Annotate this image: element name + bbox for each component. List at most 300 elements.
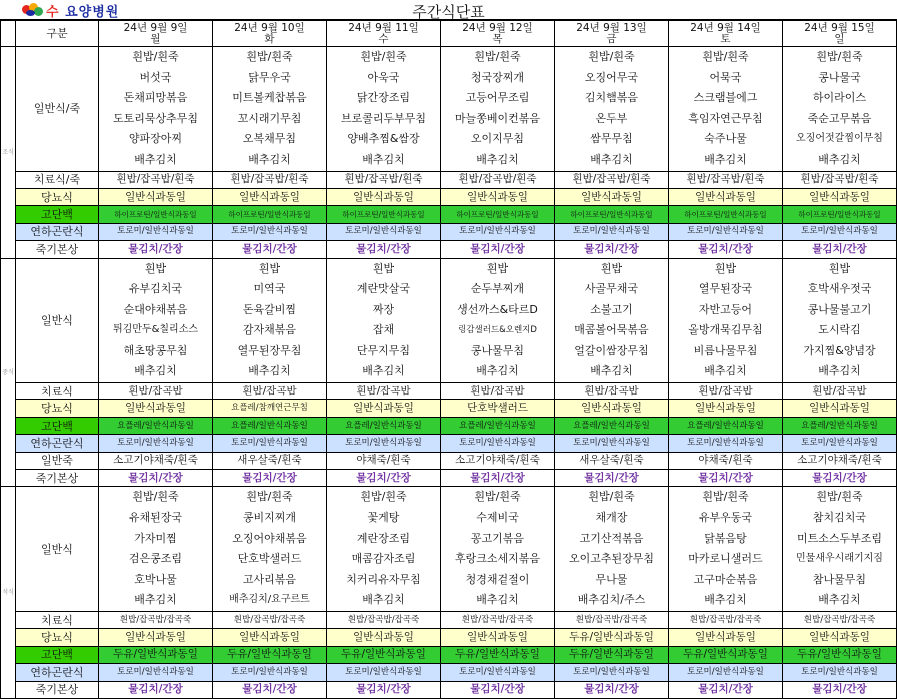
diet-value: 요플레/참깨연근무침 — [213, 400, 327, 417]
menu-item: 배추김치 — [704, 593, 747, 607]
diet-value: 물김치/간장 — [669, 241, 783, 258]
diet-value: 물김치/간장 — [441, 470, 555, 487]
diet-label: 고단백 — [16, 646, 99, 663]
diet-label: 죽기본상 — [16, 241, 99, 258]
diet-value: 흰밥/잡곡밥/흰죽 — [441, 171, 555, 188]
menu-item: 배추김치 — [476, 593, 519, 607]
menu-item: 도시락김 — [818, 323, 861, 337]
diet-value: 요플레/일반식과동일 — [783, 417, 897, 434]
menu-item: 오이고추된장무침 — [568, 552, 654, 566]
diet-value: 토로미/일반식과동일 — [783, 664, 897, 681]
menu-cell — [441, 487, 555, 612]
diet-value: 하이프로틴/일반식과동일 — [669, 206, 783, 223]
meal-side-mark: 조식 — [1, 47, 16, 259]
menu-item: 올방개묵김무침 — [688, 323, 763, 337]
day-header — [99, 21, 213, 47]
diet-value: 흰밥/잡곡밥/잡곡죽 — [441, 611, 555, 628]
diet-value: 토로미/일반식과동일 — [555, 664, 669, 681]
page-title: 주간식단표 — [412, 3, 485, 21]
menu-item: 미역국 — [253, 282, 286, 296]
menu-item: 열무된장국 — [698, 282, 753, 296]
menu-item: 흰밥/흰죽 — [702, 50, 749, 63]
diet-label: 치료식 — [16, 383, 99, 400]
diet-value: 흰밥/잡곡밥/잡곡죽 — [555, 611, 669, 628]
menu-item: 배추김치 — [248, 152, 291, 166]
diet-value: 단호박샐러드 — [441, 400, 555, 417]
menu-item: 유채된장국 — [128, 511, 183, 525]
diet-value: 흰밥/잡곡밥 — [555, 383, 669, 400]
lunch-diet-row — [1, 383, 897, 400]
day-of-week: 월 — [150, 32, 161, 45]
day-header — [441, 21, 555, 47]
menu-item: 꽁고기볶음 — [470, 531, 525, 545]
day-of-week: 수 — [378, 32, 389, 45]
menu-item: 닭간장조림 — [356, 91, 411, 105]
diet-value: 두유/일반식과동일 — [327, 646, 441, 663]
day-date: 24년 9월 14일 — [690, 22, 761, 34]
breakfast-diet-row — [1, 241, 897, 258]
dinner-main-row — [1, 487, 897, 612]
menu-item: 하이라이스 — [812, 91, 867, 105]
menu-item: 오징어야채볶음 — [232, 531, 307, 545]
menu-item: 순대야채볶음 — [123, 302, 188, 316]
diet-value: 일반식과동일 — [99, 400, 213, 417]
menu-item: 배추김치 — [476, 364, 519, 378]
diet-label: 당뇨식 — [16, 629, 99, 646]
diet-value: 물김치/간장 — [555, 241, 669, 258]
diet-value: 흰밥/잡곡밥/잡곡죽 — [669, 611, 783, 628]
diet-value: 토로미/일반식과동일 — [555, 223, 669, 240]
diet-value: 토로미/일반식과동일 — [327, 223, 441, 240]
diet-value: 토로미/일반식과동일 — [99, 664, 213, 681]
diet-value: 물김치/간장 — [441, 681, 555, 698]
day-date: 24년 9월 12일 — [462, 22, 533, 34]
menu-item: 오복채무침 — [242, 132, 297, 146]
diet-value: 물김치/간장 — [669, 470, 783, 487]
menu-item: 흑임자연근무침 — [688, 111, 763, 125]
diet-value: 물김치/간장 — [783, 681, 897, 698]
menu-item: 무나물 — [595, 572, 628, 586]
diet-value: 두유/일반식과동일 — [555, 646, 669, 663]
diet-value: 일반식과동일 — [327, 629, 441, 646]
diet-value: 야채죽/흰죽 — [327, 452, 441, 469]
menu-item: 흰밥/흰죽 — [132, 490, 179, 504]
diet-value: 흰밥/잡곡밥/흰죽 — [669, 171, 783, 188]
menu-item: 숙주나물 — [704, 132, 747, 146]
menu-cell — [555, 258, 669, 383]
diet-value: 일반식과동일 — [669, 629, 783, 646]
menu-item: 매콤볼어묵볶음 — [574, 323, 649, 337]
diet-value: 하이프로틴/일반식과동일 — [441, 206, 555, 223]
menu-item: 배추김치 — [476, 152, 519, 166]
menu-item: 닭무우국 — [248, 70, 291, 84]
menu-item: 흰밥 — [714, 261, 737, 275]
menu-item: 돈육갈비찜 — [242, 302, 297, 316]
day-of-week: 금 — [606, 32, 617, 45]
menu-item: 배추김치 — [134, 593, 177, 607]
menu-item: 죽순고무볶음 — [807, 111, 872, 125]
diet-value: 흰밥/잡곡밥 — [783, 383, 897, 400]
diet-label: 당뇨식 — [16, 188, 99, 205]
menu-item: 흰밥/흰죽 — [246, 490, 293, 504]
menu-item: 흰밥/흰죽 — [588, 50, 635, 63]
diet-value: 토로미/일반식과동일 — [669, 223, 783, 240]
diet-value: 새우살죽/흰죽 — [213, 452, 327, 469]
menu-item: 흰밥/흰죽 — [474, 490, 521, 504]
menu-item: 잡채 — [372, 323, 395, 337]
diet-value: 물김치/간장 — [783, 241, 897, 258]
diet-value: 흰밥/잡곡밥/흰죽 — [555, 171, 669, 188]
day-of-week: 일 — [834, 32, 845, 45]
diet-value: 소고기야채죽/흰죽 — [441, 452, 555, 469]
diet-value: 두유/일반식과동일 — [441, 646, 555, 663]
gubun-header: 구분 — [16, 21, 99, 47]
day-header — [327, 21, 441, 47]
diet-value: 일반식과동일 — [555, 188, 669, 205]
diet-value: 일반식과동일 — [441, 188, 555, 205]
diet-value: 토로미/일반식과동일 — [99, 223, 213, 240]
diet-value: 흰밥/잡곡밥 — [213, 383, 327, 400]
diet-value: 일반식과동일 — [441, 629, 555, 646]
menu-cell — [669, 258, 783, 383]
lunch-main-row — [1, 258, 897, 383]
menu-cell — [99, 47, 213, 172]
menu-item: 생선까스&타르D — [457, 302, 538, 316]
side-mark — [1, 21, 16, 47]
menu-cell — [555, 487, 669, 612]
diet-value: 물김치/간장 — [327, 241, 441, 258]
menu-item: 오징어젓갈찜이무침 — [796, 133, 883, 145]
menu-item: 단무지무침 — [356, 343, 411, 357]
menu-item: 배추김치 — [704, 364, 747, 378]
diet-value: 물김치/간장 — [783, 470, 897, 487]
dinner-diet-row — [1, 664, 897, 681]
menu-item: 흰밥 — [486, 261, 509, 275]
menu-item: 콩나물국 — [818, 70, 861, 84]
diet-label: 당뇨식 — [16, 400, 99, 417]
menu-item: 열무된장무침 — [237, 343, 302, 357]
menu-item: 마늘쫑베이컨볶음 — [454, 111, 540, 125]
diet-value: 두유/일반식과동일 — [669, 646, 783, 663]
dinner-diet-row — [1, 611, 897, 628]
page-header — [0, 0, 897, 20]
menu-item: 흰밥/흰죽 — [132, 50, 179, 63]
diet-value: 물김치/간장 — [99, 681, 213, 698]
menu-item: 고구마순볶음 — [693, 572, 758, 586]
day-header — [213, 21, 327, 47]
menu-item: 배추김치 — [362, 593, 405, 607]
menu-item: 튀김만두&칠리소스 — [112, 324, 199, 336]
diet-value: 물김치/간장 — [213, 470, 327, 487]
diet-value: 하이프로틴/일반식과동일 — [213, 206, 327, 223]
diet-value: 토로미/일반식과동일 — [441, 435, 555, 452]
menu-item: 양파장아찌 — [128, 132, 183, 146]
menu-item: 배추김치/주스 — [577, 593, 646, 607]
diet-value: 일반식과동일 — [327, 188, 441, 205]
diet-value: 일반식과동일 — [99, 629, 213, 646]
menu-item: 검은콩조림 — [128, 552, 183, 566]
menu-item: 스크램블에그 — [693, 91, 758, 105]
menu-item: 매콤감자조림 — [351, 552, 416, 566]
day-of-week: 화 — [264, 32, 275, 45]
diet-value: 일반식과동일 — [669, 188, 783, 205]
menu-item: 흰밥/흰죽 — [246, 50, 293, 63]
diet-value: 흰밥/잡곡밥 — [669, 383, 783, 400]
menu-item: 해초땅콩무침 — [123, 343, 188, 357]
menu-item: 배추김치 — [818, 152, 861, 166]
menu-item: 꼬시래기무침 — [237, 111, 302, 125]
menu-item: 청국장찌개 — [470, 70, 525, 84]
dinner-diet-row — [1, 646, 897, 663]
diet-value: 흰밥/잡곡밥 — [441, 383, 555, 400]
diet-value: 요플레/일반식과동일 — [213, 417, 327, 434]
diet-value: 흰밥/잡곡밥/흰죽 — [327, 171, 441, 188]
menu-item: 흰밥/흰죽 — [816, 490, 863, 504]
breakfast-main-row — [1, 47, 897, 172]
lunch-diet-row — [1, 470, 897, 487]
diet-value: 일반식과동일 — [327, 400, 441, 417]
menu-cell — [327, 487, 441, 612]
menu-cell — [99, 258, 213, 383]
diet-label: 고단백 — [16, 417, 99, 434]
menu-item: 온두부 — [595, 111, 628, 125]
menu-item: 링감샐러드&오렌지D — [458, 325, 537, 336]
menu-item: 유부우동국 — [698, 511, 753, 525]
diet-value: 물김치/간장 — [555, 681, 669, 698]
diet-value: 토로미/일반식과동일 — [441, 664, 555, 681]
diet-value: 두유/일반식과동일 — [99, 646, 213, 663]
menu-item: 흰밥 — [828, 261, 851, 275]
diet-value: 하이프로틴/일반식과동일 — [99, 206, 213, 223]
day-header — [669, 21, 783, 47]
meal-side-mark: 석식 — [1, 487, 16, 699]
dinner-diet-row — [1, 629, 897, 646]
menu-cell — [669, 47, 783, 172]
menu-item: 콩나물무침 — [470, 343, 525, 357]
menu-item: 흰밥/흰죽 — [474, 50, 521, 63]
menu-item: 채개장 — [595, 511, 628, 525]
diet-value: 흰밥/잡곡밥/흰죽 — [99, 171, 213, 188]
diet-value: 두유/일반식과동일 — [555, 629, 669, 646]
menu-item: 계란장조림 — [356, 531, 411, 545]
menu-item: 흰밥 — [144, 261, 167, 275]
diet-value: 일반식과동일 — [783, 629, 897, 646]
menu-item: 후랑크소세지볶음 — [454, 552, 540, 566]
menu-item: 비름나물무침 — [693, 343, 758, 357]
diet-value: 요플레/일반식과동일 — [441, 417, 555, 434]
diet-value: 흰밥/잡곡밥 — [99, 383, 213, 400]
menu-item: 도토리묵상추무침 — [112, 111, 198, 125]
menu-cell — [327, 47, 441, 172]
diet-value: 일반식과동일 — [555, 400, 669, 417]
logo-text: 수 요양병원 — [46, 4, 120, 20]
day-header — [555, 21, 669, 47]
menu-cell — [99, 487, 213, 612]
diet-value: 물김치/간장 — [669, 681, 783, 698]
menu-item: 배추김치 — [362, 364, 405, 378]
lunch-diet-row — [1, 435, 897, 452]
meal-side-mark: 중식 — [1, 258, 16, 487]
menu-cell — [327, 258, 441, 383]
breakfast-diet-row — [1, 188, 897, 205]
diet-label: 일반죽 — [16, 452, 99, 469]
lunch-diet-row — [1, 400, 897, 417]
diet-value: 일반식과동일 — [783, 188, 897, 205]
diet-label: 죽기본상 — [16, 681, 99, 698]
diet-value: 두유/일반식과동일 — [213, 646, 327, 663]
menu-item: 배추김치 — [704, 152, 747, 166]
diet-value: 물김치/간장 — [555, 470, 669, 487]
menu-item: 흰밥/흰죽 — [816, 50, 863, 63]
menu-item: 배추김치 — [248, 364, 291, 378]
diet-value: 토로미/일반식과동일 — [327, 664, 441, 681]
day-of-week: 토 — [720, 32, 731, 45]
lunch-diet-row — [1, 417, 897, 434]
menu-item: 사골무채국 — [584, 282, 639, 296]
diet-value: 흰밥/잡곡밥/잡곡죽 — [213, 611, 327, 628]
menu-item: 흰밥 — [258, 261, 281, 275]
menu-item: 고등어무조림 — [465, 91, 530, 105]
menu-item: 민물새우시래기지짐 — [796, 553, 883, 565]
lunch-diet-row — [1, 452, 897, 469]
diet-value: 토로미/일반식과동일 — [669, 435, 783, 452]
menu-cell — [555, 47, 669, 172]
menu-item: 고기산적볶음 — [579, 531, 644, 545]
diet-value: 토로미/일반식과동일 — [669, 664, 783, 681]
diet-value: 요플레/일반식과동일 — [555, 417, 669, 434]
menu-item: 계란맛살국 — [356, 282, 411, 296]
diet-value: 요플레/일반식과동일 — [99, 417, 213, 434]
diet-label: 치료식/죽 — [16, 171, 99, 188]
diet-value: 흰밥/잡곡밥/잡곡죽 — [327, 611, 441, 628]
menu-item: 돈채피망볶음 — [123, 91, 188, 105]
diet-value: 하이프로틴/일반식과동일 — [783, 206, 897, 223]
menu-cell — [213, 487, 327, 612]
diet-value: 토로미/일반식과동일 — [555, 435, 669, 452]
diet-value: 하이프로틴/일반식과동일 — [555, 206, 669, 223]
menu-item: 호박나물 — [134, 572, 177, 586]
diet-value: 일반식과동일 — [213, 629, 327, 646]
meal-main-label: 일반식/죽 — [16, 47, 99, 172]
diet-value: 물김치/간장 — [327, 470, 441, 487]
menu-item: 호박새우젓국 — [807, 282, 872, 296]
menu-item: 어묵국 — [709, 70, 742, 84]
menu-item: 배추김치 — [590, 364, 633, 378]
menu-item: 참나물무침 — [812, 572, 867, 586]
menu-item: 가자미찜 — [134, 531, 177, 545]
diet-label: 연하곤란식 — [16, 664, 99, 681]
diet-value: 토로미/일반식과동일 — [213, 223, 327, 240]
diet-label: 죽기본상 — [16, 470, 99, 487]
menu-item: 흰밥/흰죽 — [702, 490, 749, 504]
meal-main-label: 일반식 — [16, 258, 99, 383]
menu-item: 꽃게탕 — [367, 511, 400, 525]
diet-value: 야채죽/흰죽 — [669, 452, 783, 469]
diet-label: 연하곤란식 — [16, 223, 99, 240]
menu-item: 흰밥 — [372, 261, 395, 275]
menu-item: 흰밥 — [600, 261, 623, 275]
breakfast-diet-row — [1, 223, 897, 240]
menu-item: 오이지무침 — [470, 132, 525, 146]
diet-value: 흰밥/잡곡밥/흰죽 — [213, 171, 327, 188]
menu-cell — [783, 47, 897, 172]
menu-item: 버섯국 — [139, 70, 172, 84]
menu-item: 콩나물불고기 — [807, 302, 872, 316]
diet-value: 흰밥/잡곡밥 — [327, 383, 441, 400]
menu-cell — [441, 47, 555, 172]
menu-item: 배추김치 — [590, 152, 633, 166]
menu-item: 닭볶음탕 — [704, 531, 747, 545]
day-date: 24년 9월 15일 — [804, 22, 875, 34]
menu-item: 흰밥/흰죽 — [360, 50, 407, 63]
menu-cell — [669, 487, 783, 612]
menu-item: 쌈무무침 — [590, 132, 633, 146]
menu-item: 브로콜리두부무침 — [340, 111, 426, 125]
menu-item: 감자채볶음 — [242, 323, 297, 337]
diet-value: 흰밥/잡곡밥/잡곡죽 — [783, 611, 897, 628]
menu-item: 소불고기 — [590, 302, 633, 316]
menu-item: 배추김치 — [134, 152, 177, 166]
diet-value: 물김치/간장 — [213, 681, 327, 698]
menu-cell — [213, 47, 327, 172]
menu-item: 고사리볶음 — [242, 572, 297, 586]
breakfast-diet-row — [1, 206, 897, 223]
diet-label: 고단백 — [16, 206, 99, 223]
diet-value: 일반식과동일 — [669, 400, 783, 417]
menu-item: 김치햄볶음 — [584, 91, 639, 105]
menu-item: 오징어무국 — [584, 70, 639, 84]
menu-item: 배추김치 — [818, 364, 861, 378]
menu-item: 미트볼케찹볶음 — [232, 91, 307, 105]
menu-item: 미트소스두부조림 — [796, 531, 882, 545]
diet-value: 흰밥/잡곡밥/흰죽 — [783, 171, 897, 188]
diet-value: 토로미/일반식과동일 — [99, 435, 213, 452]
menu-cell — [783, 487, 897, 612]
diet-label: 치료식 — [16, 611, 99, 628]
day-date: 24년 9월 11일 — [348, 22, 419, 34]
diet-value: 일반식과동일 — [99, 188, 213, 205]
diet-value: 물김치/간장 — [213, 241, 327, 258]
menu-item: 배추김치 — [134, 364, 177, 378]
diet-value: 물김치/간장 — [99, 241, 213, 258]
menu-item: 배추김치 — [818, 593, 861, 607]
menu-item: 양배추찜&쌈장 — [347, 132, 420, 146]
menu-item: 자반고등어 — [698, 302, 753, 316]
menu-item: 가지찜&양념장 — [803, 343, 876, 357]
menu-item: 아욱국 — [367, 70, 400, 84]
diet-value: 요플레/일반식과동일 — [327, 417, 441, 434]
diet-value: 토로미/일반식과동일 — [783, 223, 897, 240]
menu-item: 배추김치/요구르트 — [229, 594, 310, 606]
diet-value: 물김치/간장 — [327, 681, 441, 698]
menu-item: 수제비국 — [476, 511, 519, 525]
day-of-week: 목 — [492, 32, 503, 45]
diet-value: 물김치/간장 — [99, 470, 213, 487]
menu-item: 배추김치 — [362, 152, 405, 166]
meal-main-label: 일반식 — [16, 487, 99, 612]
diet-label: 연하곤란식 — [16, 435, 99, 452]
menu-item: 유부김치국 — [128, 282, 183, 296]
diet-value: 물김치/간장 — [441, 241, 555, 258]
diet-value: 토로미/일반식과동일 — [783, 435, 897, 452]
menu-item: 마카로니샐러드 — [688, 552, 763, 566]
diet-value: 새우살죽/흰죽 — [555, 452, 669, 469]
menu-cell — [783, 258, 897, 383]
menu-item: 치커리유자무침 — [346, 572, 421, 586]
menu-cell — [441, 258, 555, 383]
diet-value: 토로미/일반식과동일 — [213, 664, 327, 681]
menu-item: 콩비지찌개 — [242, 511, 297, 525]
